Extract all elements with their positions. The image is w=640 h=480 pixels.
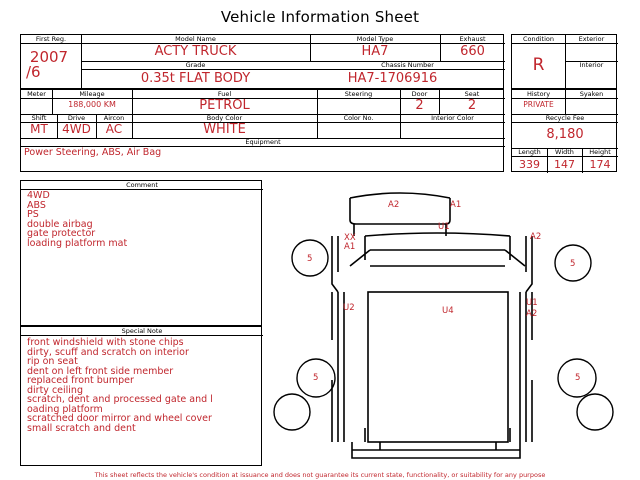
comment-list	[27, 191, 127, 248]
mark-a1-top: A1	[450, 200, 462, 210]
equipment-value: Power Steering, ABS, Air Bag	[24, 147, 162, 158]
mark-u1-cab: U1	[438, 222, 450, 232]
aircon-label: Aircon	[103, 114, 125, 122]
recycle-fee-value: 8,180	[546, 127, 584, 142]
mark-a2-right: A2	[530, 232, 542, 242]
special-note-box	[20, 326, 262, 466]
interior-color-label: Interior Color	[431, 114, 474, 122]
seat-label: Seat	[464, 90, 480, 98]
color-no-label: Color No.	[343, 114, 374, 122]
note-line: dirty ceiling	[27, 384, 83, 396]
exterior-label: Exterior	[578, 35, 605, 43]
door-label: Door	[411, 90, 428, 98]
first-reg-year: 2007	[29, 48, 69, 66]
seat-value: 2	[467, 98, 477, 113]
drive-value: 4WD	[62, 122, 91, 136]
first-reg-month: /6	[26, 63, 41, 81]
grade-value: 0.35t FLAT BODY	[140, 71, 251, 86]
mark-a1-left: A1	[344, 242, 356, 252]
body-color-value: WHITE	[203, 122, 246, 137]
model-type-label: Model Type	[356, 35, 394, 43]
note-line: scratch, dent and processed gate and l	[27, 394, 213, 405]
special-note-label: Special Note	[121, 327, 163, 335]
condition-table	[511, 34, 617, 89]
comment-line: double airbag	[27, 218, 93, 230]
comment-box	[20, 180, 262, 326]
mark-a2-right-low: A2	[526, 309, 538, 319]
height-label: Height	[589, 148, 611, 156]
history-value: PRIVATE	[523, 100, 554, 109]
comment-line: 4WD	[27, 190, 50, 201]
mark-a2-top: A2	[388, 200, 400, 210]
length-value: 339	[519, 158, 540, 171]
note-line: oading platform	[27, 403, 103, 415]
steering-label: Steering	[344, 90, 373, 98]
grade-label: Grade	[185, 61, 206, 69]
note-line: scratched door mirror and wheel cover	[27, 413, 212, 424]
body-color-label: Body Color	[206, 114, 243, 122]
wheel-outer-left	[274, 394, 310, 430]
door-value: 2	[415, 98, 424, 113]
comment-line: gate protector	[27, 228, 96, 239]
disclaimer-footer: This sheet reflects the vehicle's condition at issuance and does not guarantee its current state, functionality, or suitability for any purpose	[94, 471, 546, 479]
first-reg-label: First Reg.	[35, 35, 67, 43]
note-line: dirty, scuff and scratch on interior	[27, 346, 189, 358]
width-value: 147	[554, 158, 575, 171]
mark-five-fl: 5	[307, 254, 313, 264]
shift-value: MT	[30, 122, 48, 136]
meter-label: Meter	[27, 90, 46, 98]
history-table	[511, 89, 617, 172]
note-line: dent on left front side member	[27, 365, 174, 377]
exhaust-value: 660	[460, 44, 485, 59]
mileage-label: Mileage	[79, 90, 105, 98]
mark-xx-left: XX	[344, 233, 356, 243]
width-label: Width	[555, 148, 574, 156]
mark-five-rl: 5	[313, 373, 319, 383]
syaken-label: Syaken	[579, 90, 604, 98]
comment-line: PS	[27, 209, 39, 220]
fuel-label: Fuel	[217, 90, 232, 98]
truck-outline	[332, 193, 532, 458]
spec-table	[20, 89, 504, 172]
interior-label: Interior	[579, 61, 604, 69]
recycle-fee-label: Recycle Fee	[545, 114, 585, 122]
note-line: replaced front bumper	[27, 375, 134, 386]
main-info-table	[20, 34, 504, 89]
length-label: Length	[518, 148, 541, 156]
mark-u4-bed: U4	[442, 306, 454, 316]
model-name-label: Model Name	[175, 35, 216, 43]
exhaust-label: Exhaust	[459, 35, 486, 43]
aircon-value: AC	[105, 122, 123, 136]
shift-label: Shift	[31, 114, 47, 122]
drive-label: Drive	[67, 114, 86, 122]
mark-five-rr: 5	[575, 373, 581, 383]
condition-value: R	[532, 55, 545, 75]
vehicle-damage-diagram	[270, 180, 615, 470]
special-note-list	[27, 338, 213, 433]
comment-line: ABS	[27, 199, 46, 211]
note-line: front windshield with stone chips	[27, 337, 184, 348]
height-value: 174	[589, 158, 611, 171]
model-type-value: HA7	[361, 44, 389, 59]
mileage-value: 188,000 KM	[68, 100, 116, 109]
comment-label: Comment	[126, 181, 158, 189]
wheels	[274, 240, 613, 430]
model-name-value: ACTY TRUCK	[154, 44, 237, 59]
note-line: small scratch and dent	[27, 422, 136, 434]
wheel-outer-right	[577, 394, 613, 430]
fuel-value: PETROL	[199, 98, 250, 113]
chassis-number-value: HA7-1706916	[347, 71, 438, 86]
page-title: Vehicle Information Sheet	[220, 8, 420, 26]
condition-label: Condition	[522, 35, 555, 43]
mark-u1-right: U1	[526, 298, 538, 308]
equipment-label: Equipment	[245, 138, 281, 146]
mark-five-fr: 5	[570, 259, 576, 269]
mark-u2-left: U2	[343, 303, 355, 313]
note-line: rip on seat	[27, 356, 78, 367]
comment-line: loading platform mat	[27, 237, 128, 249]
chassis-number-label: Chassis Number	[381, 61, 434, 69]
history-label: History	[526, 90, 551, 98]
